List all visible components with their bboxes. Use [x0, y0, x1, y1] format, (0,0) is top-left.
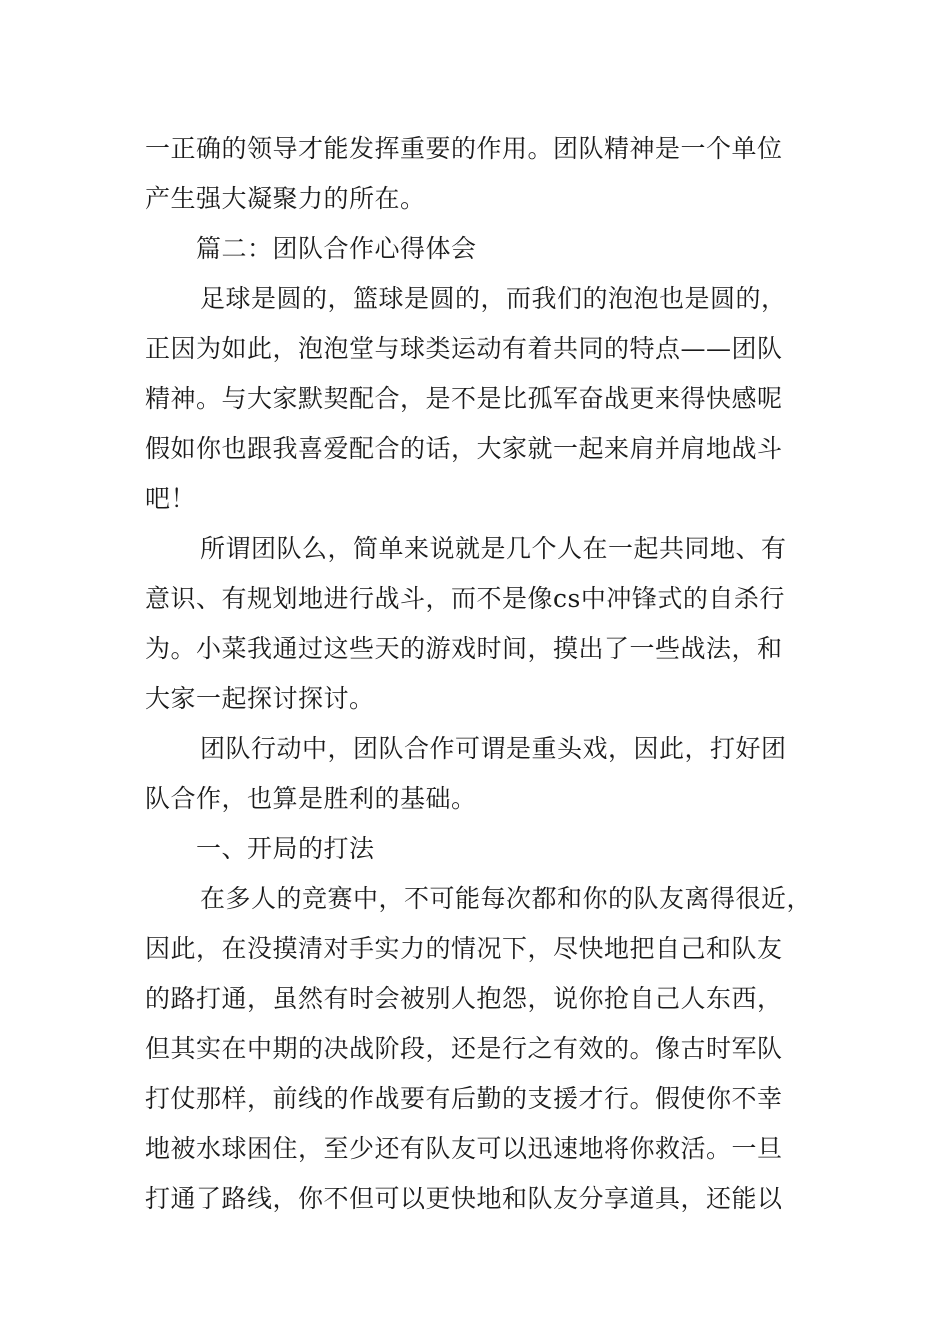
- text-line: 正因为如此，泡泡堂与球类运动有着共同的特点——团队: [145, 334, 783, 363]
- text-line: 为。小菜我通过这些天的游戏时间，摸出了一些战法，和: [145, 634, 783, 663]
- text-line: 队合作，也算是胜利的基础。: [145, 784, 477, 813]
- text-line: 产生强大凝聚力的所在。: [145, 184, 426, 213]
- paragraph-first-line: 足球是圆的，篮球是圆的，而我们的泡泡也是圆的，: [200, 284, 787, 313]
- section-heading: 篇二：团队合作心得体会: [196, 234, 477, 263]
- paragraph-first-line: 所谓团队么，简单来说就是几个人在一起共同地、有: [200, 534, 787, 563]
- text-line: 假如你也跟我喜爱配合的话，大家就一起来肩并肩地战斗: [145, 434, 783, 463]
- text-line: 吧！: [145, 484, 197, 513]
- text-line: 打通了路线，你不但可以更快地和队友分享道具，还能以: [145, 1184, 783, 1213]
- text-line: 打仗那样，前线的作战要有后勤的支援才行。假使你不幸: [145, 1084, 783, 1113]
- text-line: 地被水球困住，至少还有队友可以迅速地将你救活。一旦: [145, 1134, 783, 1163]
- text-line: 精神。与大家默契配合，是不是比孤军奋战更来得快感呢: [145, 384, 783, 413]
- text-line: 意识、有规划地进行战斗，而不是像cs中冲锋式的自杀行: [145, 584, 785, 613]
- text-line: 大家一起探讨探讨。: [145, 684, 375, 713]
- text-line: 因此，在没摸清对手实力的情况下，尽快地把自己和队友: [145, 934, 783, 963]
- section-heading: 一、开局的打法: [196, 834, 375, 863]
- text-line: 一正确的领导才能发挥重要的作用。团队精神是一个单位: [145, 134, 783, 163]
- paragraph-first-line: 在多人的竞赛中，不可能每次都和你的队友离得很近，: [200, 884, 813, 913]
- text-line: 但其实在中期的决战阶段，还是行之有效的。像古时军队: [145, 1034, 783, 1063]
- paragraph-first-line: 团队行动中，团队合作可谓是重头戏，因此，打好团: [200, 734, 787, 763]
- text-line: 的路打通，虽然有时会被别人抱怨，说你抢自己人东西，: [145, 984, 783, 1013]
